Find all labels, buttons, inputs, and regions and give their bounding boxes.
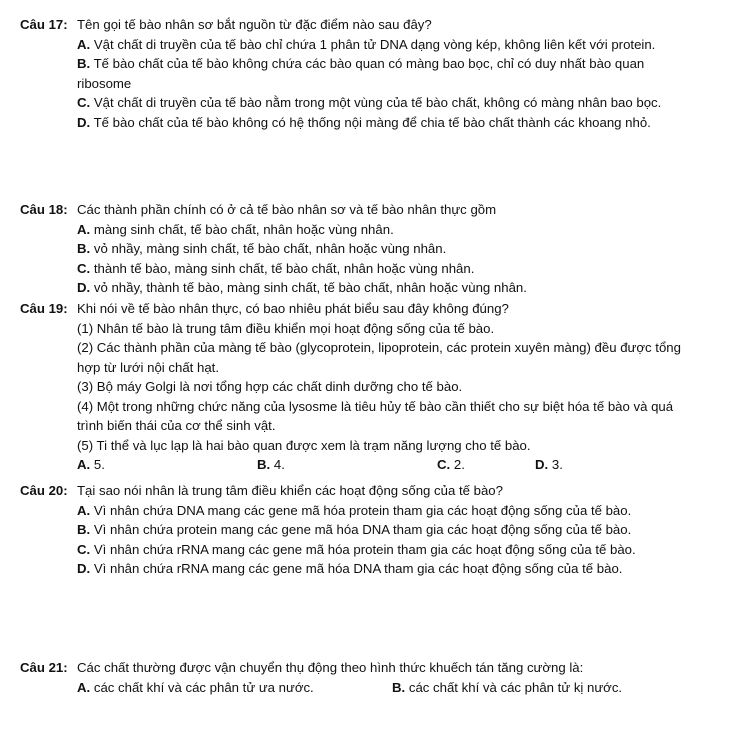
question-number: Câu 17:	[20, 17, 68, 32]
question-number: Câu 19:	[20, 301, 68, 316]
options-row	[0, 678, 737, 698]
question-text: Khi nói về tế bào nhân thực, có bao nhiêu phát biểu sau đây không đúng?	[77, 301, 509, 316]
option-c	[0, 93, 737, 113]
option-a	[0, 35, 737, 55]
option-text: các chất khí và các phân tử ưa nước.	[93, 679, 314, 695]
option-text: Vì nhân chứa DNA mang các gene mã hóa protein tham gia các hoạt động sống của tế bào.	[93, 502, 632, 518]
option-letter: C.	[437, 457, 451, 472]
option-b	[0, 520, 737, 540]
option-text: Tế bào chất của tế bào không chứa các bào quan có màng bao bọc, chỉ có duy nhất bào quan ribosome	[77, 56, 645, 91]
question-19	[0, 299, 737, 475]
option-text: 2.	[453, 457, 465, 472]
option-text: thành tế bào, màng sinh chất, tế bào chất, nhân hoặc vùng nhân.	[93, 260, 475, 276]
option-a	[0, 501, 737, 521]
option-letter: D.	[77, 561, 91, 576]
option-text: các chất khí và các phân tử kị nước.	[408, 679, 623, 695]
option-letter: A.	[77, 679, 91, 695]
option-letter: B.	[77, 241, 91, 256]
option-text: Vật chất di truyền của tế bào nằm trong một vùng của tế bào chất, không có màng nhân bao bọc.	[93, 95, 662, 110]
option-letter: A.	[77, 457, 91, 472]
question-21	[0, 658, 737, 697]
options-row	[0, 455, 737, 475]
statement-5: (5) Ti thể và lục lạp là hai bào quan được xem là trạm năng lượng cho tế bào.	[77, 437, 531, 453]
option-letter: A.	[77, 221, 91, 237]
option-letter: B.	[77, 56, 91, 71]
option-a	[77, 678, 314, 698]
option-letter: C.	[77, 95, 91, 110]
statement-1: (1) Nhân tế bào là trung tâm điều khiển mọi hoạt động sống của tế bào.	[77, 320, 495, 336]
option-letter: D.	[77, 114, 91, 130]
option-d	[535, 455, 563, 475]
statement-4: (4) Một trong những chức năng của lysosme là tiêu hủy tế bào cần thiết cho sự biệt hóa tế bào và quá trình biến thái của cơ thể sinh vật.	[77, 398, 674, 433]
option-text: 5.	[93, 457, 105, 472]
option-letter: C.	[77, 541, 91, 557]
option-d	[0, 278, 737, 298]
option-text: 3.	[551, 457, 563, 472]
question-text: Tên gọi tế bào nhân sơ bắt nguồn từ đặc điểm nào sau đây?	[77, 17, 432, 32]
option-letter: D.	[77, 280, 91, 295]
question-number: Câu 21:	[20, 660, 68, 675]
option-letter: D.	[535, 457, 549, 472]
option-text: Vì nhân chứa rRNA mang các gene mã hóa protein tham gia các hoạt động sống của tế bào.	[93, 541, 636, 557]
option-text: vỏ nhầy, thành tế bào, màng sinh chất, tế bào chất, nhân hoặc vùng nhân.	[93, 280, 527, 295]
option-c	[0, 540, 737, 560]
option-b	[257, 455, 285, 475]
option-letter: C.	[77, 260, 91, 276]
question-header	[0, 200, 737, 220]
question-number: Câu 18:	[20, 202, 68, 217]
option-a	[77, 455, 105, 475]
question-text: Các chất thường được vận chuyển thụ động theo hình thức khuếch tán tăng cường là:	[77, 660, 584, 675]
option-b	[392, 678, 622, 698]
option-letter: A.	[77, 36, 91, 52]
option-text: 4.	[273, 457, 285, 472]
question-20	[0, 481, 737, 579]
option-b	[0, 54, 737, 93]
option-letter: B.	[77, 522, 91, 537]
option-text: Tế bào chất của tế bào không có hệ thống nội màng để chia tế bào chất thành các khoang nhỏ.	[93, 114, 651, 130]
question-header	[0, 481, 737, 501]
option-b	[0, 239, 737, 259]
question-header	[0, 658, 737, 678]
statement-3: (3) Bộ máy Golgi là nơi tổng hợp các chất dinh dưỡng cho tế bào.	[77, 379, 463, 394]
option-text: vỏ nhầy, màng sinh chất, tế bào chất, nhân hoặc vùng nhân.	[93, 241, 447, 256]
option-c	[0, 259, 737, 279]
option-letter: A.	[77, 502, 91, 518]
question-18	[0, 200, 737, 298]
question-header	[0, 299, 737, 319]
option-d	[0, 113, 737, 133]
option-d	[0, 559, 737, 579]
question-text: Tại sao nói nhân là trung tâm điều khiển các hoạt động sống của tế bào?	[77, 483, 503, 498]
statement-2: (2) Các thành phần của màng tế bào (glycoprotein, lipoprotein, các protein xuyên màng) đều được tổng hợp từ lưới nội chất hạt.	[77, 340, 681, 375]
option-letter: B.	[392, 679, 406, 695]
question-number: Câu 20:	[20, 483, 68, 498]
option-text: Vật chất di truyền của tế bào chỉ chứa 1 phân tử DNA dạng vòng kép, không liên kết với protein.	[93, 36, 656, 52]
option-c	[437, 455, 465, 475]
option-text: Vì nhân chứa rRNA mang các gene mã hóa DNA tham gia các hoạt động sống của tế bào.	[93, 561, 623, 576]
question-text: Các thành phần chính có ở cả tế bào nhân sơ và tế bào nhân thực gồm	[77, 202, 497, 217]
option-a	[0, 220, 737, 240]
question-17	[0, 15, 737, 132]
option-letter: B.	[257, 457, 271, 472]
question-header	[0, 15, 737, 35]
option-text: màng sinh chất, tế bào chất, nhân hoặc vùng nhân.	[93, 221, 394, 237]
option-text: Vì nhân chứa protein mang các gene mã hóa DNA tham gia các hoạt động sống của tế bào.	[93, 522, 632, 537]
